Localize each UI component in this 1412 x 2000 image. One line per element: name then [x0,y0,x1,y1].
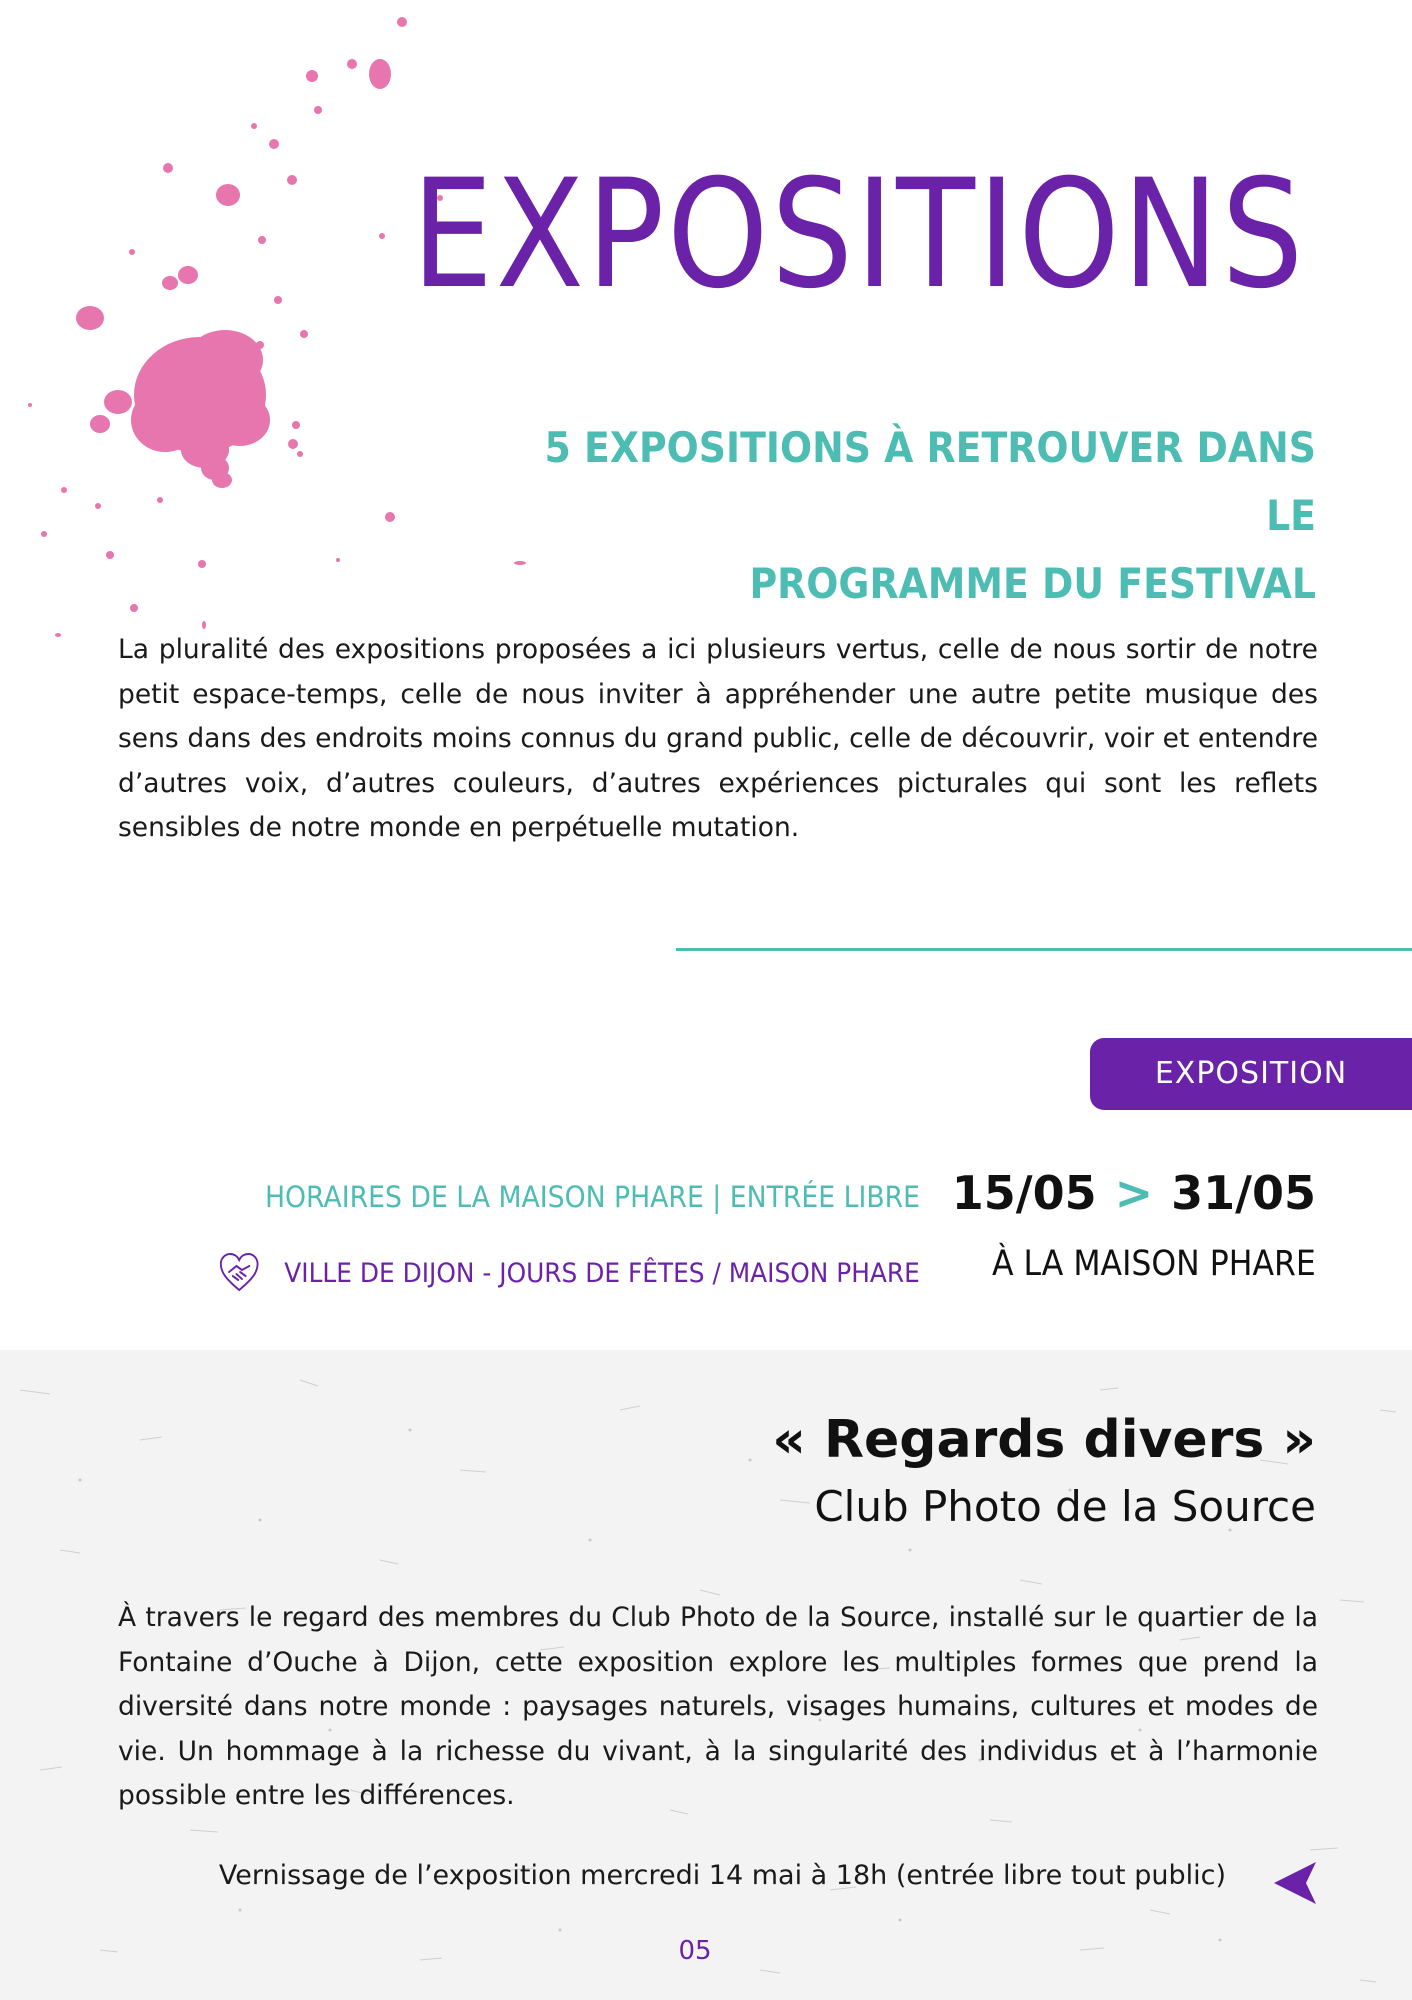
paint-splash-decoration [0,0,560,660]
exhibition-author: Club Photo de la Source [814,1482,1316,1531]
date-start: 15/05 [951,1166,1097,1220]
page-title: EXPOSITIONS [411,148,1306,322]
handshake-heart-icon [218,1252,260,1294]
purple-arrow-icon [1272,1860,1318,1906]
date-arrow: > [1114,1166,1154,1220]
section-divider [676,948,1412,951]
page-subtitle [506,414,1316,618]
date-end: 31/05 [1171,1166,1316,1220]
intro-paragraph: La pluralité des expositions proposées a ici plusieurs vertus, celle de nous sortir de notre petit espace-temps, celle de nous inviter à appréhender une autre petite musique des sens dans des endroits moins connus du grand public, celle de découvrir, voir et entendre d’autres voix, d’autres couleurs, d’autres expériences picturales qui sont les reflets sensibles de notre monde en perpétuelle mutation. [118,634,1318,843]
subtitle-line-1: 5 EXPOSITIONS À RETROUVER DANS LE [544,423,1316,540]
organizer-info [218,1252,920,1294]
exhibition-description: À travers le regard des membres du Club Photo de la Source, installé sur le quartier de la Fontaine d’Ouche à Dijon, cette exposition explore les multiples formes que prend la diversité dans notre monde : paysages naturels, visages humains, cultures et modes de vie. Un hommage à la richesse du vivant, à la singularité des individus et à l’harmonie possible entre les différences. [118,1602,1318,1811]
hours-info: HORAIRES DE LA MAISON PHARE | ENTRÉE LIBRE [264,1180,920,1214]
exposition-tag: EXPOSITION [1090,1038,1412,1110]
page-number: 05 [678,1936,712,1966]
date-range [952,1166,1316,1220]
exhibition-title: « Regards divers » [772,1410,1316,1470]
event-location: À LA MAISON PHARE [992,1244,1316,1284]
organizer-text: VILLE DE DIJON - JOURS DE FÊTES / MAISON PHARE [284,1257,920,1289]
subtitle-line-2: PROGRAMME DU FESTIVAL [749,559,1316,608]
vernissage-info: Vernissage de l’exposition mercredi 14 mai à 18h (entrée libre tout public) [218,1860,1226,1891]
